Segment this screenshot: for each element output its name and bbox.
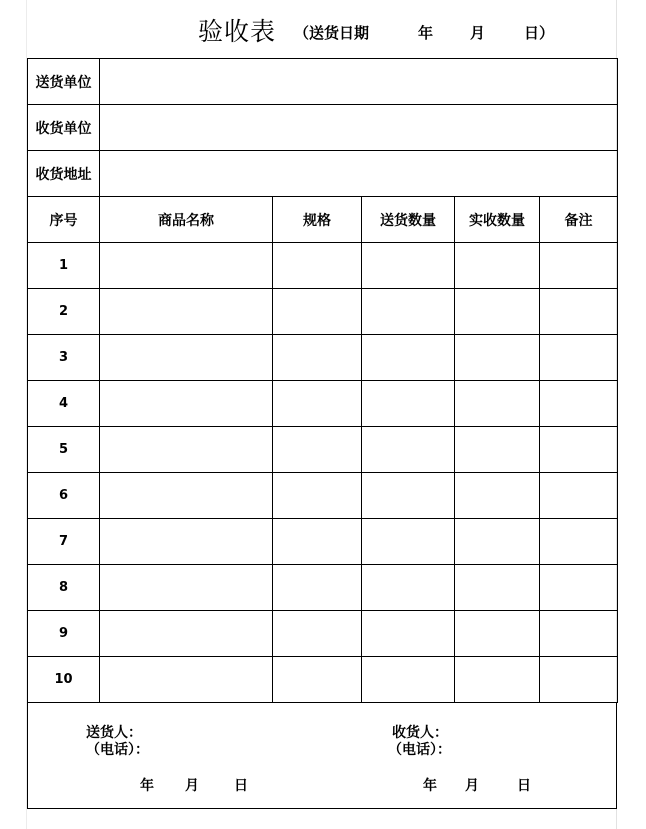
table-row — [28, 565, 618, 611]
remarks-cell[interactable] — [540, 657, 618, 703]
info-label: 送货单位 — [28, 59, 100, 105]
row-index: 8 — [28, 565, 100, 611]
info-row-receiver-unit — [28, 105, 618, 151]
receiver-date-month: 月 — [465, 778, 479, 794]
header-received-qty: 实收数量 — [455, 197, 540, 243]
delivered-qty-cell[interactable] — [362, 519, 455, 565]
table-row — [28, 289, 618, 335]
row-index: 2 — [28, 289, 100, 335]
delivered-qty-cell[interactable] — [362, 289, 455, 335]
product-name-cell[interactable] — [100, 657, 273, 703]
delivery-date-label: （送货日期 — [294, 24, 370, 42]
delivered-qty-cell[interactable] — [362, 243, 455, 289]
header-index: 序号 — [28, 197, 100, 243]
table-row — [28, 381, 618, 427]
row-index: 3 — [28, 335, 100, 381]
delivered-qty-cell[interactable] — [362, 657, 455, 703]
table-row — [28, 243, 618, 289]
row-index: 6 — [28, 473, 100, 519]
received-qty-cell[interactable] — [455, 289, 540, 335]
spec-cell[interactable] — [273, 611, 362, 657]
product-name-cell[interactable] — [100, 243, 273, 289]
receiver-address-field[interactable] — [100, 151, 618, 197]
spec-cell[interactable] — [273, 473, 362, 519]
delivery-date-month: 月 — [470, 24, 486, 42]
remarks-cell[interactable] — [540, 611, 618, 657]
remarks-cell[interactable] — [540, 427, 618, 473]
remarks-cell[interactable] — [540, 565, 618, 611]
spec-cell[interactable] — [273, 289, 362, 335]
header-remarks: 备注 — [540, 197, 618, 243]
received-qty-cell[interactable] — [455, 519, 540, 565]
product-name-cell[interactable] — [100, 473, 273, 519]
acceptance-form-table — [27, 58, 618, 703]
product-name-cell[interactable] — [100, 289, 273, 335]
sender-date-year: 年 — [140, 778, 154, 794]
row-index: 9 — [28, 611, 100, 657]
row-index: 1 — [28, 243, 100, 289]
spec-cell[interactable] — [273, 243, 362, 289]
received-qty-cell[interactable] — [455, 565, 540, 611]
table-row — [28, 427, 618, 473]
spec-cell[interactable] — [273, 427, 362, 473]
product-name-cell[interactable] — [100, 381, 273, 427]
product-name-cell[interactable] — [100, 427, 273, 473]
delivered-qty-cell[interactable] — [362, 427, 455, 473]
receiver-date-year: 年 — [423, 778, 437, 794]
sender-date-day: 日 — [234, 778, 248, 794]
table-row — [28, 657, 618, 703]
delivered-qty-cell[interactable] — [362, 565, 455, 611]
spec-cell[interactable] — [273, 381, 362, 427]
received-qty-cell[interactable] — [455, 243, 540, 289]
product-name-cell[interactable] — [100, 519, 273, 565]
form-title: 验收表 — [198, 17, 277, 46]
remarks-cell[interactable] — [540, 381, 618, 427]
spec-cell[interactable] — [273, 519, 362, 565]
remarks-cell[interactable] — [540, 289, 618, 335]
info-row-receiver-address — [28, 151, 618, 197]
sender-label: 送货人： — [86, 725, 142, 741]
spec-cell[interactable] — [273, 657, 362, 703]
delivered-qty-cell[interactable] — [362, 473, 455, 519]
signature-section — [27, 702, 617, 809]
row-index: 5 — [28, 427, 100, 473]
remarks-cell[interactable] — [540, 335, 618, 381]
info-label: 收货地址 — [28, 151, 100, 197]
sender-phone-label: （电话）： — [86, 742, 149, 758]
receiver-label: 收货人： — [392, 725, 448, 741]
product-name-cell[interactable] — [100, 611, 273, 657]
delivered-qty-cell[interactable] — [362, 335, 455, 381]
header-delivered-qty: 送货数量 — [362, 197, 455, 243]
remarks-cell[interactable] — [540, 473, 618, 519]
received-qty-cell[interactable] — [455, 473, 540, 519]
product-name-cell[interactable] — [100, 335, 273, 381]
receiver-phone-label: （电话）： — [388, 742, 451, 758]
table-row — [28, 335, 618, 381]
table-row — [28, 611, 618, 657]
received-qty-cell[interactable] — [455, 381, 540, 427]
title-row — [0, 8, 646, 52]
row-index: 7 — [28, 519, 100, 565]
receiver-unit-field[interactable] — [100, 105, 618, 151]
spec-cell[interactable] — [273, 335, 362, 381]
received-qty-cell[interactable] — [455, 427, 540, 473]
info-label: 收货单位 — [28, 105, 100, 151]
header-spec: 规格 — [273, 197, 362, 243]
table-header-row — [28, 197, 618, 243]
delivered-qty-cell[interactable] — [362, 611, 455, 657]
delivered-qty-cell[interactable] — [362, 381, 455, 427]
row-index: 4 — [28, 381, 100, 427]
sender-unit-field[interactable] — [100, 59, 618, 105]
item-rows — [28, 243, 618, 703]
received-qty-cell[interactable] — [455, 335, 540, 381]
remarks-cell[interactable] — [540, 243, 618, 289]
header-product-name: 商品名称 — [100, 197, 273, 243]
spec-cell[interactable] — [273, 565, 362, 611]
receiver-date-day: 日 — [517, 778, 531, 794]
info-row-sender-unit — [28, 59, 618, 105]
table-row — [28, 519, 618, 565]
table-row — [28, 473, 618, 519]
received-qty-cell[interactable] — [455, 611, 540, 657]
delivery-date-day: 日） — [524, 24, 555, 42]
row-index: 10 — [28, 657, 100, 703]
product-name-cell[interactable] — [100, 565, 273, 611]
delivery-date-year: 年 — [418, 24, 434, 42]
sender-date-month: 月 — [185, 778, 199, 794]
received-qty-cell[interactable] — [455, 657, 540, 703]
remarks-cell[interactable] — [540, 519, 618, 565]
